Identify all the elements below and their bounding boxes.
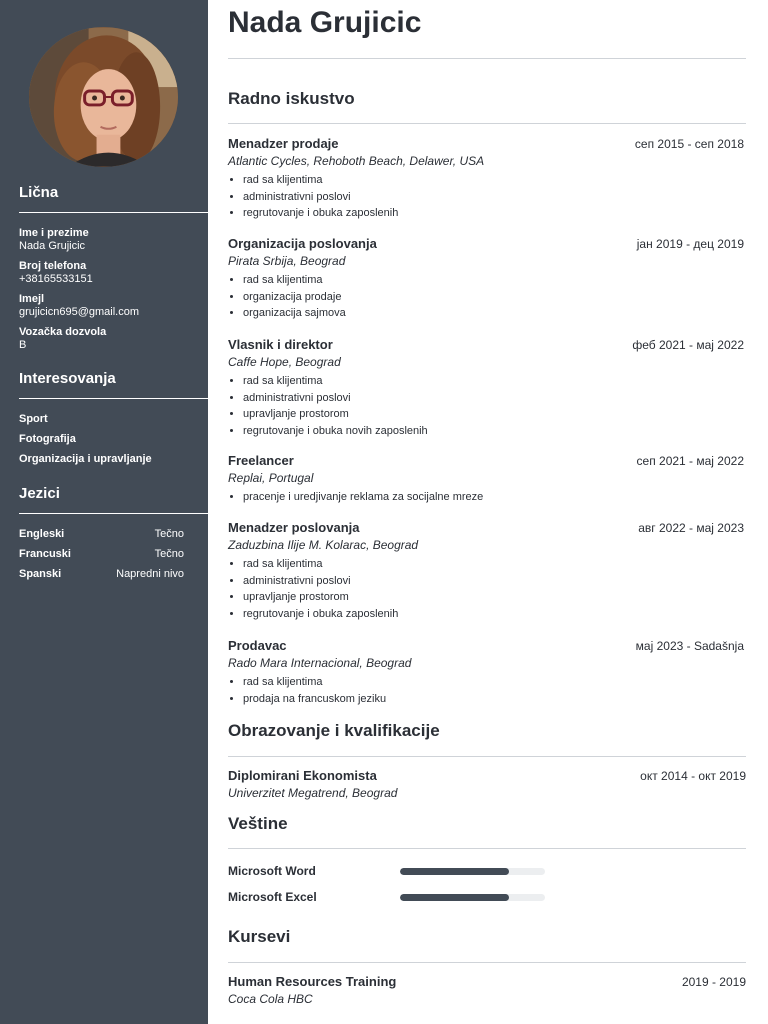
job-entry: [228, 453, 744, 506]
education-dates: окт 2014 - окт 2019: [640, 769, 746, 783]
info-label: Ime i prezime: [19, 227, 89, 239]
profile-photo: [29, 27, 178, 167]
job-company: Atlantic Cycles, Rehoboth Beach, Delawer, USA: [228, 154, 485, 168]
experience-title: Radno iskustvo: [228, 89, 355, 108]
info-label: Broj telefona: [19, 260, 87, 272]
personal-item: [19, 293, 208, 319]
job-entry: [228, 136, 744, 222]
personal-item: [19, 227, 208, 253]
divider: [228, 962, 746, 963]
education-entry: [228, 768, 746, 800]
skill-name: Microsoft Excel: [228, 890, 317, 904]
job-entry: [228, 337, 744, 439]
interest-item: Fotografija: [19, 433, 76, 445]
job-title: Menadzer prodaje: [228, 136, 339, 151]
skill-bar: [400, 868, 545, 875]
course-org: Coca Cola HBC: [228, 992, 313, 1006]
personal-title: Lična: [19, 184, 208, 213]
divider: [228, 58, 746, 59]
courses-title: Kursevi: [228, 927, 291, 946]
personal-item: [19, 260, 208, 286]
duty-item: • organizacija prodaje: [243, 289, 744, 306]
language-level: Tečno: [154, 528, 184, 540]
job-duties: [228, 674, 744, 707]
duty-item: • rad sa klijentima: [243, 172, 744, 189]
language-name: Spanski: [19, 568, 62, 580]
job-dates: сеп 2021 - мај 2022: [636, 454, 744, 468]
skill-level-fill: [400, 894, 509, 901]
divider: [228, 848, 746, 849]
skill-bar: [400, 894, 545, 901]
job-entry: [228, 638, 744, 707]
job-company: Rado Mara Internacional, Beograd: [228, 656, 412, 670]
duty-item: • rad sa klijentima: [243, 556, 744, 573]
duty-item: • prodaja na francuskom jeziku: [243, 691, 744, 708]
duty-item: • administrativni poslovi: [243, 189, 744, 206]
interests-section: [19, 370, 208, 473]
info-value: B: [19, 339, 27, 351]
personal-item: [19, 326, 208, 352]
divider: [228, 756, 746, 757]
job-dates: јан 2019 - дец 2019: [636, 237, 744, 251]
interest-item: Sport: [19, 413, 48, 425]
language-name: Engleski: [19, 528, 65, 540]
duty-item: • upravljanje prostorom: [243, 406, 744, 423]
language-row: [19, 548, 208, 561]
job-duties: [228, 489, 744, 506]
skill-row: [228, 890, 558, 904]
job-duties: [228, 556, 744, 622]
job-entry: [228, 236, 744, 322]
job-title: Prodavac: [228, 638, 287, 653]
sidebar: [0, 0, 208, 1024]
job-duties: [228, 373, 744, 439]
duty-item: • rad sa klijentima: [243, 373, 744, 390]
language-row: [19, 568, 208, 581]
job-title: Vlasnik i direktor: [228, 337, 333, 352]
skills-title: Veštine: [228, 814, 288, 833]
language-row: [19, 528, 208, 541]
skill-row: [228, 864, 558, 878]
divider: [228, 123, 746, 124]
job-dates: феб 2021 - мај 2022: [632, 338, 744, 352]
language-level: Tečno: [154, 548, 184, 560]
duty-item: • upravljanje prostorom: [243, 589, 744, 606]
interests-title: Interesovanja: [19, 370, 208, 399]
job-company: Caffe Hope, Beograd: [228, 355, 341, 369]
job-dates: авг 2022 - мај 2023: [638, 521, 744, 535]
skill-level-fill: [400, 868, 509, 875]
info-value: +38165533151: [19, 273, 93, 285]
job-company: Replai, Portugal: [228, 471, 314, 485]
duty-item: • regrutovanje i obuka novih zaposlenih: [243, 423, 744, 440]
education-title: Obrazovanje i kvalifikacije: [228, 721, 440, 740]
personal-section: [19, 184, 208, 359]
language-name: Francuski: [19, 548, 71, 560]
portrait-image: [29, 27, 178, 167]
duty-item: • administrativni poslovi: [243, 573, 744, 590]
duty-item: • rad sa klijentima: [243, 272, 744, 289]
duty-item: • pracenje i uredjivanje reklama za socijalne mreze: [243, 489, 744, 506]
job-entry: [228, 520, 744, 622]
school-name: Univerzitet Megatrend, Beograd: [228, 786, 398, 800]
duty-item: • rad sa klijentima: [243, 674, 744, 691]
course-title: Human Resources Training: [228, 974, 397, 989]
job-title: Freelancer: [228, 453, 294, 468]
info-label: Imejl: [19, 293, 45, 305]
job-duties: [228, 172, 744, 222]
job-title: Menadzer poslovanja: [228, 520, 360, 535]
job-title: Organizacija poslovanja: [228, 236, 377, 251]
course-dates: 2019 - 2019: [681, 975, 746, 989]
duty-item: • organizacija sajmova: [243, 305, 744, 322]
job-company: Zaduzbina Ilije M. Kolarac, Beograd: [228, 538, 419, 552]
duty-item: • administrativni poslovi: [243, 390, 744, 407]
job-dates: сеп 2015 - сеп 2018: [634, 137, 744, 151]
job-duties: [228, 272, 744, 322]
course-entry: [228, 974, 746, 1006]
skill-name: Microsoft Word: [228, 864, 316, 878]
languages-title: Jezici: [19, 485, 208, 514]
languages-section: [19, 485, 208, 588]
language-level: Napredni nivo: [116, 568, 184, 580]
info-value: Nada Grujicic: [19, 240, 86, 252]
info-value: grujicicn695@gmail.com: [19, 306, 139, 318]
interest-item: Organizacija i upravljanje: [19, 453, 152, 465]
duty-item: • regrutovanje i obuka zaposlenih: [243, 606, 744, 623]
job-company: Pirata Srbija, Beograd: [228, 254, 346, 268]
degree-title: Diplomirani Ekonomista: [228, 768, 377, 783]
info-label: Vozačka dozvola: [19, 326, 107, 338]
job-dates: мај 2023 - Sadašnja: [635, 639, 744, 653]
candidate-name: Nada Grujicic: [228, 6, 422, 39]
duty-item: • regrutovanje i obuka zaposlenih: [243, 205, 744, 222]
